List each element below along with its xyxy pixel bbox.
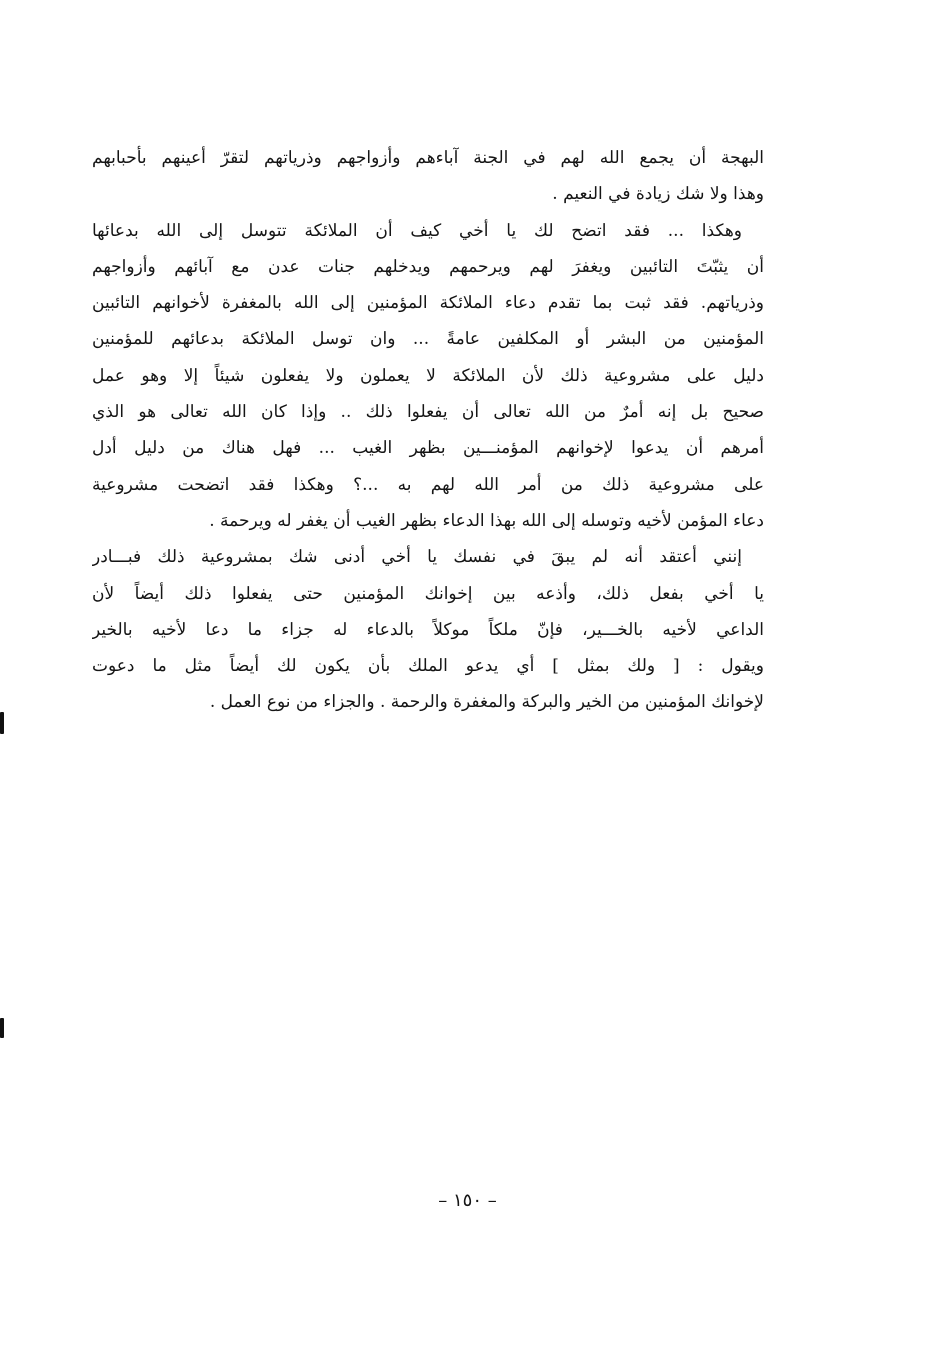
text-line: وهذا ولا شك زيادة في النعيم .: [552, 184, 764, 205]
text-line: ويقول : [ ولك بمثل ] أي يدعو الملك بأن يكون لك أيضاً مثل ما دعوت: [92, 656, 764, 677]
text-line: على مشروعية ذلك من أمر الله لهم به ...؟ وهكذا فقد اتضحت مشروعية: [92, 474, 764, 495]
text-line: صحيح بل إنه أمرٌ من الله تعالى أن يفعلوا ذلك .. وإذا كان الله تعالى هو الذي: [92, 402, 764, 423]
scan-edge-mark: [0, 712, 4, 734]
text-line: البهجة أن يجمع الله لهم في الجنة آباءهم وأزواجهم وذرياتهم لتقرّ أعينهم بأحبابهم: [92, 148, 764, 168]
text-line: إنني أعتقد أنه لم يبقَ في نفسك يا أخي أدنى شك بمشروعية ذلك فبـــادر: [92, 547, 742, 568]
body-text: [92, 140, 764, 721]
text-line: المؤمنين من البشر أو المكلفين عامةً ... وان توسل الملائكة بدعائهم للمؤمنين: [92, 329, 764, 350]
scan-edge-mark: [0, 1018, 4, 1038]
text-line: دليل على مشروعية ذلك لأن الملائكة لا يعملون ولا يفعلون شيئاً إلا وهو عمل: [92, 365, 764, 386]
text-line: الداعي لأخيه بالخـــير، فإنّ ملكاً موكلاً بالدعاء له جزاء ما دعا لأخيه بالخير: [92, 619, 764, 640]
text-line: دعاء المؤمن لأخيه وتوسله إلى الله بهذا الدعاء بظهر الغيب أن يغفر له ويرحمهَ .: [209, 510, 764, 531]
text-line: أن يثبّتَ التائبين ويغفرَ لهم ويرحمهم ويدخلهم جنات عدن مع آبائهم وأزواجهم: [92, 256, 764, 277]
text-line: لإخوانك المؤمنين من الخير والبركة والمغفرة والرحمة . والجزاء من نوع العمل .: [209, 692, 764, 713]
text-line: يا أخي بفعل ذلك، وأذعه بين إخوانك المؤمنين حتى يفعلوا ذلك أيضاً لأن: [92, 583, 764, 604]
text-line: وهكذا ... فقد اتضح لك يا أخي كيف أن الملائكة تتوسل إلى الله بدعائها: [92, 220, 742, 241]
page-number: – ١٥٠ –: [438, 1190, 497, 1211]
text-line: وذرياتهم. فقد ثبت بما تقدم دعاء الملائكة المؤمنين إلى الله بالمغفرة لأخوانهم التائبين: [92, 293, 764, 314]
text-line: أمرهم أن يدعوا لإخوانهم المؤمنـــين بظهر الغيب ... فهل هناك من دليل أدل: [92, 438, 764, 459]
